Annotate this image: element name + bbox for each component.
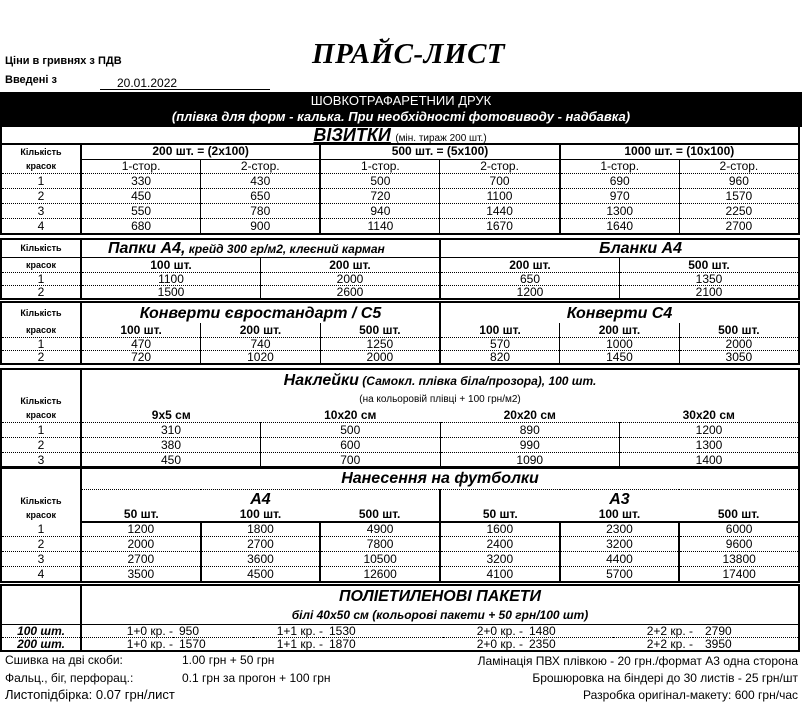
price-cell: 1500	[81, 286, 261, 300]
row-num: 3	[1, 552, 81, 567]
pakety-option: 1+1 кр. -	[276, 637, 323, 651]
side-label: 1-стор.	[81, 159, 201, 174]
side-label: 1-стор.	[560, 159, 680, 174]
price-cell: 3050	[725, 350, 753, 364]
price-cell: 1870	[329, 637, 356, 651]
footer-layout-design: Разробка оригінал-макету: 600 грн/час	[583, 688, 798, 702]
banner-line1: ШОВКОТРАФАРЕТНИИ ДРУК	[310, 93, 492, 108]
table-row	[1, 537, 799, 552]
price-cell: 17400	[722, 566, 756, 581]
price-cell: 940	[320, 204, 440, 219]
price-cell: 970	[560, 189, 680, 204]
pakety-qty: 200 шт.	[1, 638, 81, 652]
row-num: 2	[1, 286, 81, 300]
price-cell: 700	[440, 174, 560, 189]
price-cell: 3200	[440, 552, 560, 567]
table-row	[1, 273, 799, 286]
price-cell: 2790	[693, 625, 799, 638]
col-header: 200 шт.	[440, 258, 620, 273]
price-cell: 1450	[560, 351, 680, 365]
price-cell: 4100	[440, 567, 560, 583]
price-cell: 2700	[201, 537, 321, 552]
price-cell: 740	[201, 338, 321, 351]
table-row	[1, 174, 799, 189]
price-cell: 3500	[81, 567, 201, 583]
papky-subtitle: крейд 300 гр/м2, клеєний карман	[188, 241, 385, 256]
table-row	[1, 351, 799, 365]
pakety-blank	[1, 585, 81, 606]
price-cell: 380	[81, 438, 261, 453]
price-cell: 680	[81, 219, 201, 235]
papky-table	[0, 238, 800, 300]
price-cell: 1140	[320, 219, 440, 235]
price-cell: 1100	[81, 273, 261, 286]
futbolky-a3: А3	[609, 490, 630, 508]
table-row	[1, 286, 799, 300]
row-num: 2	[1, 351, 81, 365]
vizitky-title-row	[0, 125, 800, 143]
price-cell: 2250	[679, 204, 799, 219]
table-row	[1, 189, 799, 204]
price-cell: 1200	[620, 423, 800, 438]
futbolky-title: Нанесення на футболки	[81, 467, 799, 490]
pakety-table	[0, 584, 800, 652]
col-header: 100 шт.	[201, 508, 321, 522]
qty-label: Кількість	[1, 302, 81, 323]
footer-collation: Листопідбірка: 0.07 грн/лист	[5, 687, 175, 702]
price-cell: 7800	[320, 537, 440, 552]
row-num: 3	[1, 453, 81, 469]
futbolky-table	[0, 466, 800, 583]
price-cell: 570	[440, 338, 560, 351]
row-num: 2	[1, 438, 81, 453]
pakety-title: ПОЛІЕТИЛЕНОВІ ПАКЕТИ	[338, 587, 542, 605]
table-row	[1, 552, 799, 567]
price-cell: 310	[81, 423, 261, 438]
pakety-option: 1+0 кр. -	[126, 637, 173, 651]
price-cell: 2350	[529, 637, 556, 651]
col-header: 200 шт.	[261, 258, 441, 273]
table-row	[1, 638, 799, 652]
col-header: 50 шт.	[440, 508, 560, 522]
price-cell: 2000	[679, 338, 799, 351]
price-cell: 2400	[440, 537, 560, 552]
row-num: 4	[1, 219, 81, 235]
price-cell: 2300	[560, 522, 680, 537]
side-label: 2-стор.	[201, 159, 321, 174]
price-cell: 2700	[725, 218, 753, 233]
price-cell: 820	[440, 351, 560, 365]
price-cell: 1600	[440, 522, 560, 537]
price-cell: 1480	[523, 625, 613, 638]
price-cell: 1400	[695, 452, 723, 467]
footer-stitch-value: 1.00 грн + 50 грн	[182, 653, 275, 667]
pakety-option: 1+0 кр. -	[81, 625, 173, 638]
price-cell: 1200	[81, 522, 201, 537]
price-cell: 4400	[560, 552, 680, 567]
footer-lamination: Ламінація ПВХ плівкою - 20 грн./формат А3 одна сторона	[477, 654, 798, 668]
price-cell: 950	[173, 625, 253, 638]
price-cell: 700	[261, 453, 441, 469]
colors-label: красок	[1, 258, 81, 273]
footer-binding: Брошюровка на біндері до 30 листів - 25 грн/шт	[532, 671, 798, 685]
col-header: 100 шт.	[440, 323, 560, 338]
qty-label: Кількість	[1, 144, 81, 159]
price-cell: 2000	[261, 273, 441, 286]
price-cell: 900	[201, 219, 321, 235]
side-label: 2-стор.	[679, 159, 799, 174]
price-cell: 1300	[620, 438, 800, 453]
price-cell: 690	[560, 174, 680, 189]
table-row	[1, 204, 799, 219]
footer-fold-value: 0.1 грн за прогон + 100 грн	[182, 671, 331, 685]
price-cell: 1000	[560, 338, 680, 351]
price-cell: 500	[320, 174, 440, 189]
price-cell: 2000	[81, 537, 201, 552]
price-cell: 890	[440, 423, 620, 438]
price-cell: 450	[81, 189, 201, 204]
prices-note: Ціни в гривнях з ПДВ	[5, 55, 122, 67]
col-header: 9x5 см	[81, 408, 261, 423]
price-cell: 5700	[560, 567, 680, 583]
col-header: 500 шт.	[620, 258, 800, 273]
price-cell: 4900	[320, 522, 440, 537]
price-cell: 1020	[201, 351, 321, 365]
futbolky-a4: А4	[81, 490, 440, 509]
row-num: 2	[1, 537, 81, 552]
price-cell: 2100	[695, 285, 723, 299]
row-num: 1	[1, 273, 81, 286]
side-label: 1-стор.	[320, 159, 440, 174]
table-row	[1, 338, 799, 351]
pakety-option: 2+0 кр. -	[476, 637, 523, 651]
footer-fold-label: Фальц., біг, перфорац.:	[5, 671, 134, 685]
col-header: 500 шт.	[320, 508, 440, 522]
price-cell: 6000	[679, 522, 799, 537]
price-cell: 10500	[320, 552, 440, 567]
entered-label: Введені з	[5, 74, 58, 86]
pakety-option: 2+0 кр. -	[443, 625, 523, 638]
col-header: 100 шт.	[81, 258, 261, 273]
konverty-c4-title: Конверти С4	[566, 304, 673, 322]
col-header: 10x20 см	[261, 408, 441, 423]
price-cell: 3600	[201, 552, 321, 567]
price-cell: 720	[81, 351, 201, 365]
price-cell: 450	[81, 453, 261, 469]
price-cell: 2000	[320, 351, 440, 365]
price-cell: 720	[320, 189, 440, 204]
price-cell: 1100	[440, 189, 560, 204]
row-num: 3	[1, 204, 81, 219]
qty-label: Кількість	[20, 396, 62, 406]
vizitky-group-2: 500 шт. = (5x100)	[320, 144, 559, 159]
price-cell: 1440	[440, 204, 560, 219]
col-header: 200 шт.	[201, 323, 321, 338]
row-num: 4	[1, 567, 81, 583]
col-header: 50 шт.	[81, 508, 201, 522]
table-row	[1, 625, 799, 638]
price-cell: 1800	[201, 522, 321, 537]
side-label: 2-стор.	[440, 159, 560, 174]
price-cell: 9600	[679, 537, 799, 552]
price-cell: 780	[201, 204, 321, 219]
colors-label: красок	[1, 159, 81, 174]
naklejky-note: (на кольоровій плівці + 100 грн/м2)	[359, 394, 521, 406]
price-cell: 1570	[679, 189, 799, 204]
price-cell: 1670	[440, 219, 560, 235]
table-row	[1, 438, 799, 453]
pakety-blank	[1, 606, 81, 625]
pakety-option: 2+2 кр. -	[613, 625, 693, 638]
col-header: 500 шт.	[320, 323, 440, 338]
row-num: 1	[1, 423, 81, 438]
price-cell: 1570	[179, 637, 206, 651]
price-cell: 330	[81, 174, 201, 189]
page-title: ПРАЙС-ЛИСТ	[312, 38, 506, 70]
naklejky-table	[0, 368, 800, 469]
vizitky-title: ВІЗИТКИ	[313, 125, 391, 145]
price-cell: 960	[679, 174, 799, 189]
row-num: 1	[1, 522, 81, 537]
colors-label: красок	[1, 508, 81, 522]
row-num: 1	[1, 174, 81, 189]
table-row	[1, 423, 799, 438]
futbolky-qty-cell	[1, 467, 81, 508]
qty-label: Кількість	[1, 239, 81, 258]
price-cell: 2700	[81, 552, 201, 567]
col-header: 100 шт.	[560, 508, 680, 522]
price-cell: 4500	[201, 567, 321, 583]
pakety-qty: 100 шт.	[1, 625, 81, 638]
col-header: 20x20 см	[440, 408, 620, 423]
vizitky-table	[0, 143, 800, 235]
colors-label: красок	[1, 323, 81, 338]
price-cell: 1200	[440, 286, 620, 300]
vizitky-group-1: 200 шт. = (2x100)	[81, 144, 320, 159]
row-num: 1	[1, 338, 81, 351]
footer-stitch-label: Сшивка на дві скоби:	[5, 653, 123, 667]
qty-label: Кількість	[20, 496, 62, 506]
table-row	[1, 219, 799, 235]
pakety-subtitle: білі 40x50 см (кольорові пакети + 50 грн/100 шт)	[291, 607, 589, 622]
naklejky-qty-cell	[1, 369, 81, 408]
price-cell: 12600	[320, 567, 440, 583]
price-cell: 430	[201, 174, 321, 189]
price-cell: 500	[261, 423, 441, 438]
vizitky-note: (мін. тираж 200 шт.)	[395, 133, 487, 144]
price-cell: 550	[81, 204, 201, 219]
price-cell: 3200	[560, 537, 680, 552]
price-cell: 1250	[320, 338, 440, 351]
naklejky-title-cell	[81, 369, 799, 391]
papky-title: Папки А4,	[108, 239, 186, 257]
naklejky-subtitle: (Самокл. плівка біла/прозора), 100 шт.	[362, 373, 597, 388]
papky-title-cell	[81, 239, 440, 258]
price-cell: 470	[81, 338, 201, 351]
table-row	[1, 522, 799, 537]
colors-label: красок	[1, 408, 81, 423]
konverty-table	[0, 301, 800, 365]
blanky-title: Бланки А4	[599, 240, 682, 257]
col-header: 500 шт.	[679, 508, 799, 522]
date-underline	[100, 89, 270, 90]
price-cell: 1640	[560, 219, 680, 235]
col-header: 100 шт.	[81, 323, 201, 338]
price-cell: 2600	[261, 286, 441, 300]
price-cell: 650	[440, 273, 620, 286]
pakety-option: 2+2 кр. -	[646, 637, 693, 651]
price-cell: 990	[440, 438, 620, 453]
banner	[0, 92, 802, 127]
naklejky-title: Наклейки	[283, 371, 359, 389]
row-num: 2	[1, 189, 81, 204]
table-row	[1, 567, 799, 583]
entered-date: 20.01.2022	[117, 76, 178, 90]
price-cell: 3950	[705, 637, 732, 651]
col-header: 30x20 см	[620, 408, 800, 423]
col-header: 500 шт.	[679, 323, 799, 338]
konverty-c5-title: Конверти євростандарт / С5	[81, 302, 440, 323]
price-cell: 1350	[620, 273, 800, 286]
banner-line2: (плівка для форм - калька. При необхідності фотовиводу - надбавка)	[171, 109, 631, 124]
col-header: 200 шт.	[560, 323, 680, 338]
vizitky-group-3: 1000 шт. = (10x100)	[560, 144, 799, 159]
price-cell: 1300	[560, 204, 680, 219]
price-cell: 1090	[440, 453, 620, 469]
price-cell: 650	[201, 189, 321, 204]
price-cell: 600	[261, 438, 441, 453]
pakety-option: 1+1 кр. -	[253, 625, 323, 638]
price-cell: 13800	[679, 552, 799, 567]
price-cell: 1530	[323, 625, 443, 638]
